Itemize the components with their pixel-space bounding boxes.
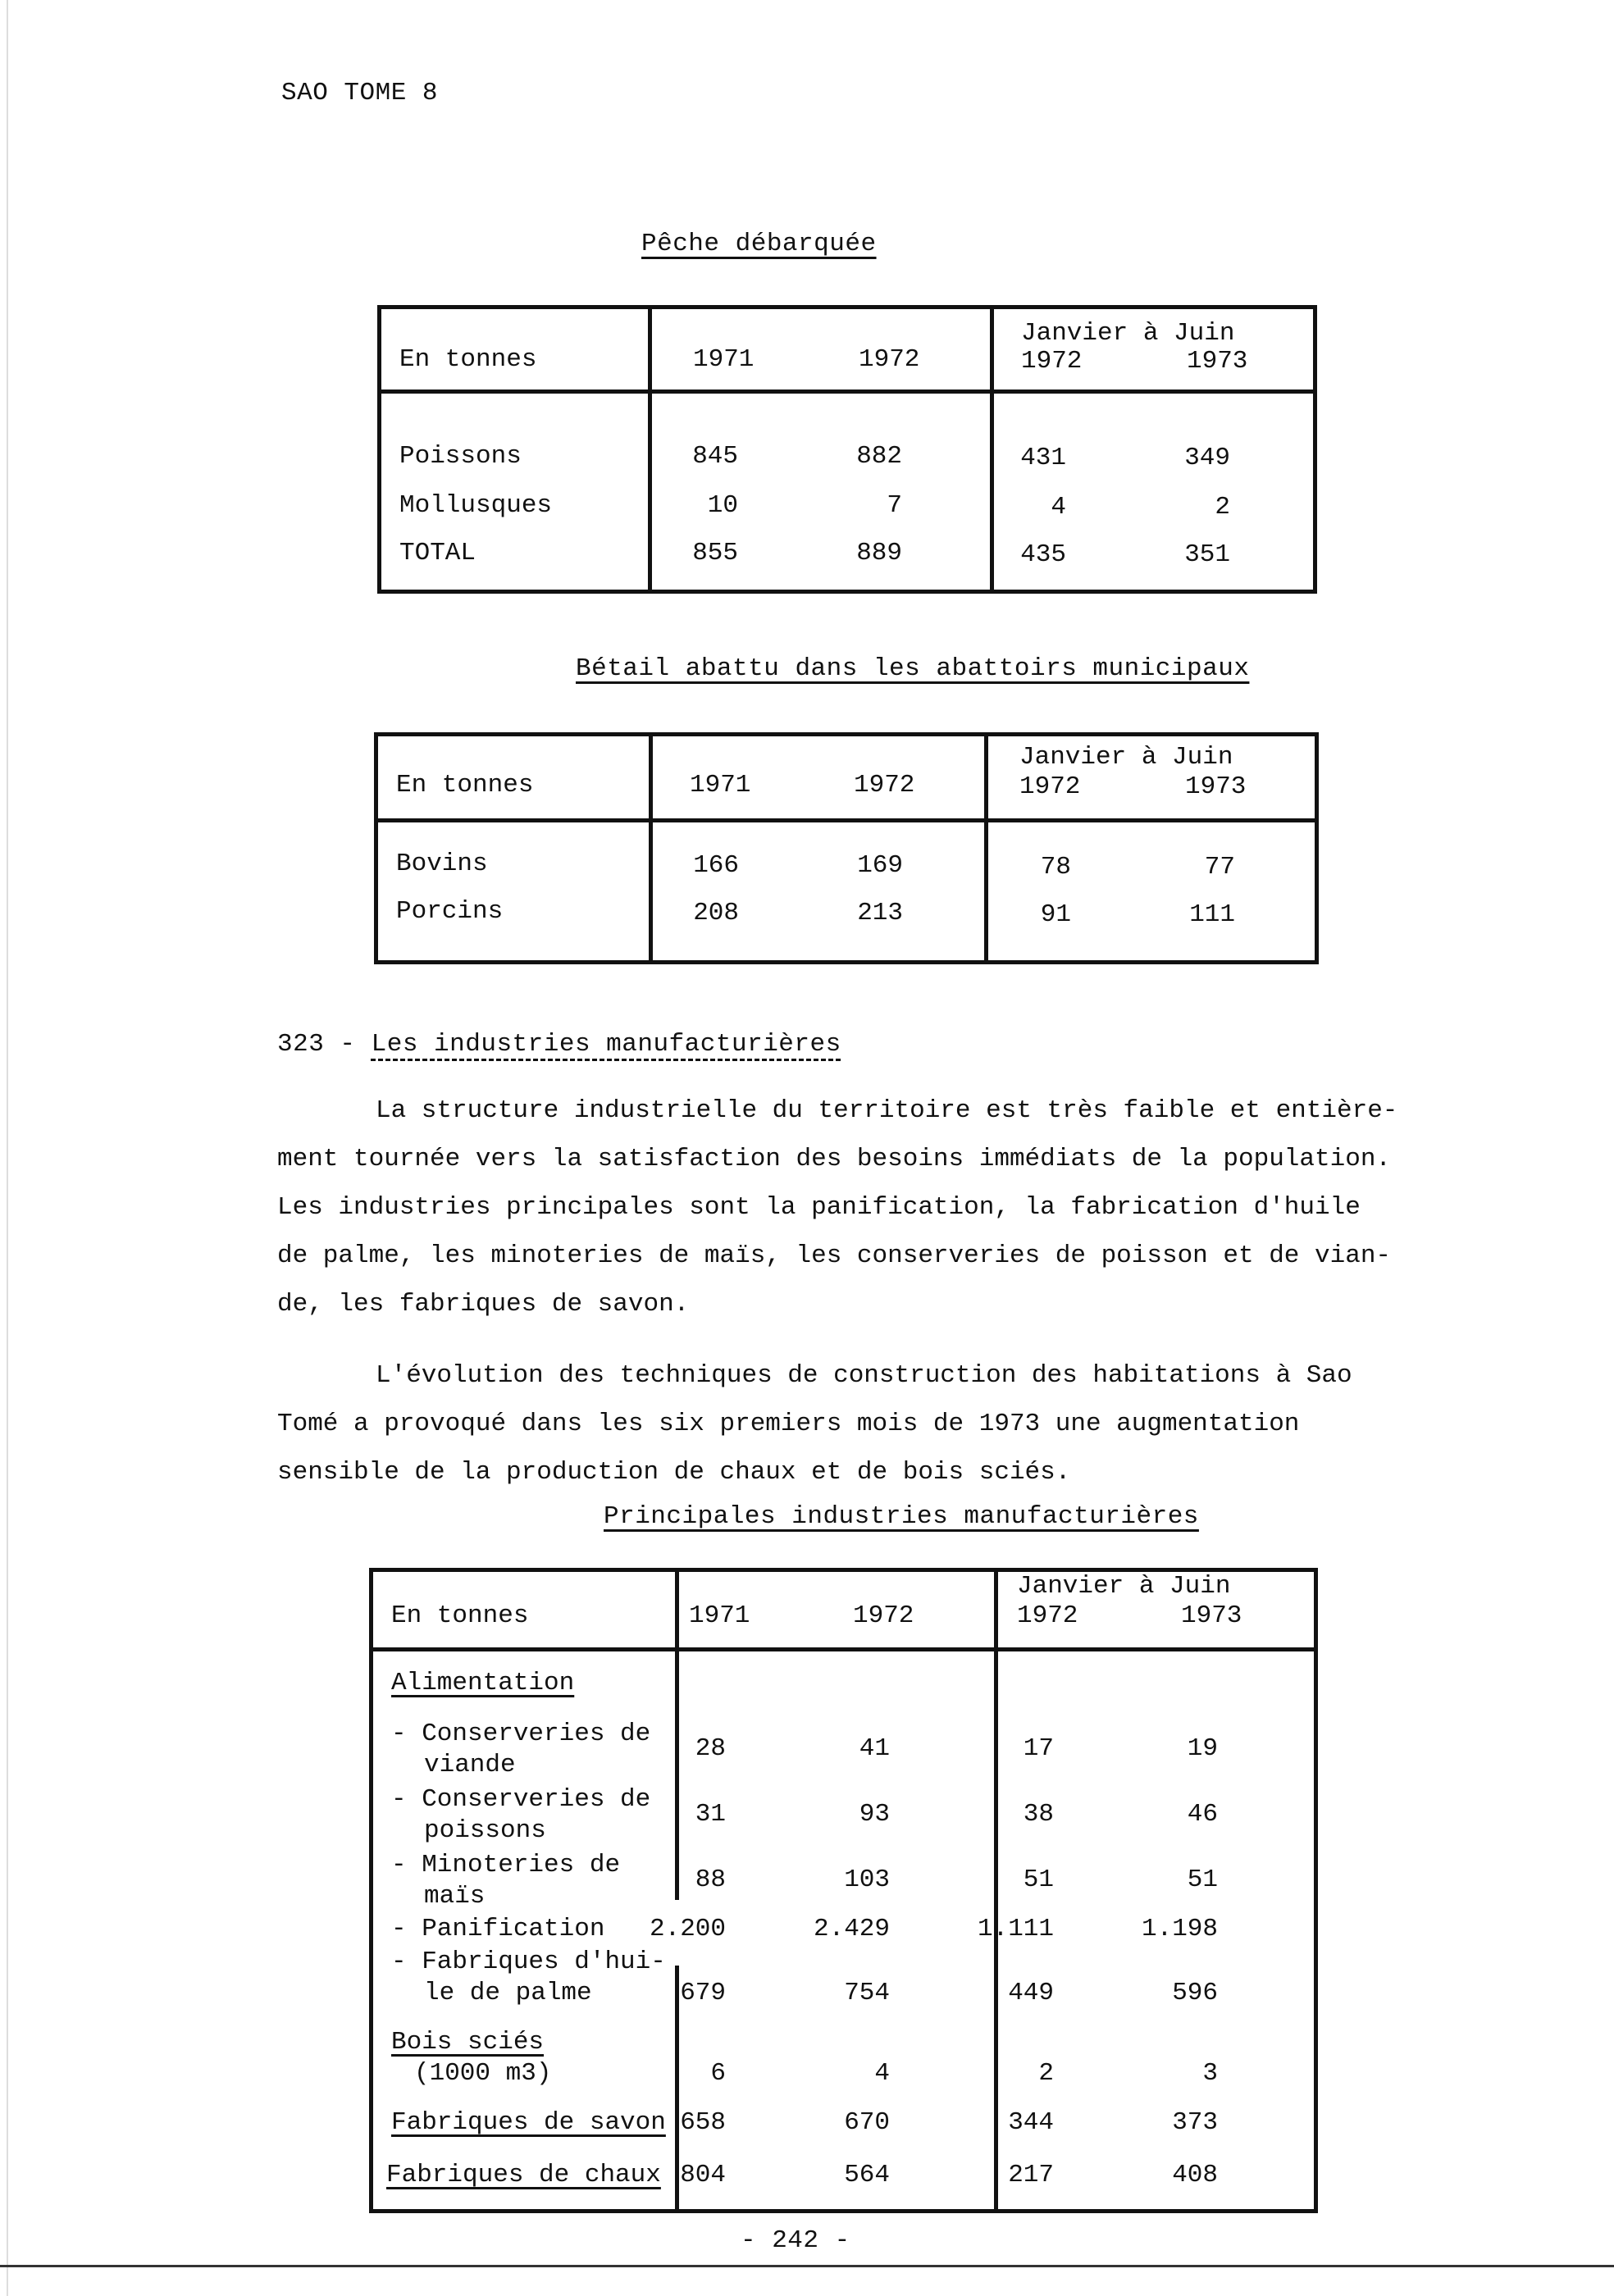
col-header-1972: 1972 <box>853 1601 914 1630</box>
text-line: de, les fabriques de savon. <box>277 1290 690 1319</box>
cell-value: 845 <box>692 442 738 471</box>
table1-title: Pêche débarquée <box>641 230 877 258</box>
text-line: ment tournée vers la satisfaction des besoins immédiats de la population. <box>277 1145 1392 1173</box>
cell-value: 166 <box>693 851 739 880</box>
cell-value: 373 <box>1172 2108 1218 2137</box>
row-label-cont: viande <box>424 1751 516 1779</box>
row-label: - Minoteries de <box>391 1851 621 1879</box>
row-label: Porcins <box>396 897 504 926</box>
cell-value: 41 <box>859 1734 890 1763</box>
col-header-label: En tonnes <box>399 345 537 374</box>
col-header-1971: 1971 <box>693 345 755 374</box>
page-header: SAO TOME 8 <box>281 79 439 107</box>
paragraph-1 <box>277 1086 1483 1328</box>
divider <box>984 736 988 964</box>
cell-value: 4 <box>1051 493 1066 522</box>
row-label: - Conserveries de <box>391 1720 651 1748</box>
group-label: Alimentation <box>391 1669 575 1697</box>
cell-value: 88 <box>695 1866 726 1894</box>
table3-title: Principales industries manufacturières <box>604 1502 1199 1531</box>
section-number: 323 - <box>277 1030 356 1059</box>
cell-value: 17 <box>1023 1734 1054 1763</box>
text-line: Tomé a provoqué dans les six premiers mois de 1973 une augmentation <box>277 1410 1300 1438</box>
table-betail <box>374 732 1319 964</box>
cell-value: 679 <box>680 1979 726 2007</box>
col-header-p1973: 1973 <box>1185 772 1247 801</box>
divider <box>649 736 653 964</box>
cell-value: 91 <box>1040 900 1071 929</box>
col-header-1972: 1972 <box>854 771 915 800</box>
text-line: La structure industrielle du territoire est très faible et entière- <box>376 1096 1398 1125</box>
cell-value: 6 <box>710 2059 726 2088</box>
cell-value: 882 <box>856 442 902 471</box>
group-label: Bois sciés <box>391 2028 545 2057</box>
cell-value: 4 <box>874 2059 890 2088</box>
cell-value: 596 <box>1172 1979 1218 2007</box>
section-heading <box>277 1030 841 1059</box>
cell-value: 217 <box>1008 2161 1054 2189</box>
row-label: Poissons <box>399 442 522 471</box>
col-header-1971: 1971 <box>689 1601 750 1630</box>
cell-value: 3 <box>1202 2059 1218 2088</box>
table2-title: Bétail abattu dans les abattoirs municipaux <box>576 654 1250 683</box>
col-header-p1972: 1972 <box>1019 772 1081 801</box>
cell-value: 51 <box>1023 1866 1054 1894</box>
cell-value: 51 <box>1187 1866 1218 1894</box>
footer-rule <box>0 2265 1614 2267</box>
col-header-p1972: 1972 <box>1021 347 1083 376</box>
cell-value: 449 <box>1008 1979 1054 2007</box>
cell-value: 7 <box>887 491 902 520</box>
row-label: - Panification <box>391 1915 605 1943</box>
cell-value: 2.200 <box>649 1915 726 1943</box>
col-header-label: En tonnes <box>391 1601 529 1630</box>
table-industries <box>369 1568 1318 2213</box>
col-header-1972: 1972 <box>859 345 920 374</box>
scan-edge <box>7 0 8 2296</box>
cell-value: 19 <box>1187 1734 1218 1763</box>
cell-value: 1.198 <box>1141 1915 1218 1943</box>
col-header-period: Janvier à Juin <box>1021 319 1235 348</box>
paragraph-2 <box>277 1351 1483 1496</box>
divider <box>381 390 1317 394</box>
col-header-p1973: 1973 <box>1181 1601 1242 1630</box>
row-label-cont: (1000 m3) <box>414 2059 552 2088</box>
text-line: L'évolution des techniques de construction des habitations à Sao <box>376 1361 1352 1390</box>
group-label: Fabriques de chaux <box>386 2161 661 2189</box>
row-label: Mollusques <box>399 491 553 520</box>
divider <box>378 818 1319 822</box>
row-label-cont: maïs <box>424 1882 486 1911</box>
cell-value: 213 <box>857 899 903 927</box>
table-peche <box>377 305 1317 594</box>
cell-value: 855 <box>692 539 738 567</box>
row-label: TOTAL <box>399 539 476 567</box>
col-header-1971: 1971 <box>690 771 751 800</box>
cell-value: 28 <box>695 1734 726 1763</box>
cell-value: 344 <box>1008 2108 1054 2137</box>
row-label: - Fabriques d'hui- <box>391 1947 666 1976</box>
cell-value: 435 <box>1020 540 1066 569</box>
row-label: Bovins <box>396 850 488 878</box>
cell-value: 169 <box>857 851 903 880</box>
cell-value: 408 <box>1172 2161 1218 2189</box>
col-header-p1973: 1973 <box>1187 347 1248 376</box>
cell-value: 351 <box>1184 540 1230 569</box>
text-line: de palme, les minoteries de maïs, les conserveries de poisson et de vian- <box>277 1241 1392 1270</box>
cell-value: 2 <box>1038 2059 1054 2088</box>
cell-value: 2.429 <box>813 1915 890 1943</box>
col-header-label: En tonnes <box>396 771 534 800</box>
col-header-period: Janvier à Juin <box>1017 1572 1231 1601</box>
cell-value: 564 <box>844 2161 890 2189</box>
row-label-cont: le de palme <box>424 1979 592 2007</box>
col-header-period: Janvier à Juin <box>1019 743 1233 772</box>
text-line: Les industries principales sont la panification, la fabrication d'huile <box>277 1193 1361 1222</box>
cell-value: 111 <box>1189 900 1235 929</box>
cell-value: 31 <box>695 1800 726 1829</box>
cell-value: 889 <box>856 539 902 567</box>
col-header-p1972: 1972 <box>1017 1601 1078 1630</box>
cell-value: 38 <box>1023 1800 1054 1829</box>
divider <box>373 1647 1318 1651</box>
cell-value: 2 <box>1215 493 1230 522</box>
cell-value: 10 <box>707 491 738 520</box>
cell-value: 1.111 <box>977 1915 1054 1943</box>
cell-value: 349 <box>1184 444 1230 472</box>
cell-value: 431 <box>1020 444 1066 472</box>
group-label: Fabriques de savon <box>391 2108 666 2137</box>
cell-value: 103 <box>844 1866 890 1894</box>
cell-value: 754 <box>844 1979 890 2007</box>
cell-value: 78 <box>1040 853 1071 882</box>
cell-value: 93 <box>859 1800 890 1829</box>
cell-value: 658 <box>680 2108 726 2137</box>
divider <box>648 309 652 594</box>
section-title: Les industries manufacturières <box>371 1030 841 1059</box>
cell-value: 77 <box>1204 853 1235 882</box>
cell-value: 670 <box>844 2108 890 2137</box>
text-line: sensible de la production de chaux et de bois sciés. <box>277 1458 1071 1487</box>
page-number: - 242 - <box>741 2226 850 2255</box>
row-label-cont: poissons <box>424 1816 546 1845</box>
cell-value: 46 <box>1187 1800 1218 1829</box>
row-label: - Conserveries de <box>391 1785 651 1814</box>
cell-value: 208 <box>693 899 739 927</box>
cell-value: 804 <box>680 2161 726 2189</box>
